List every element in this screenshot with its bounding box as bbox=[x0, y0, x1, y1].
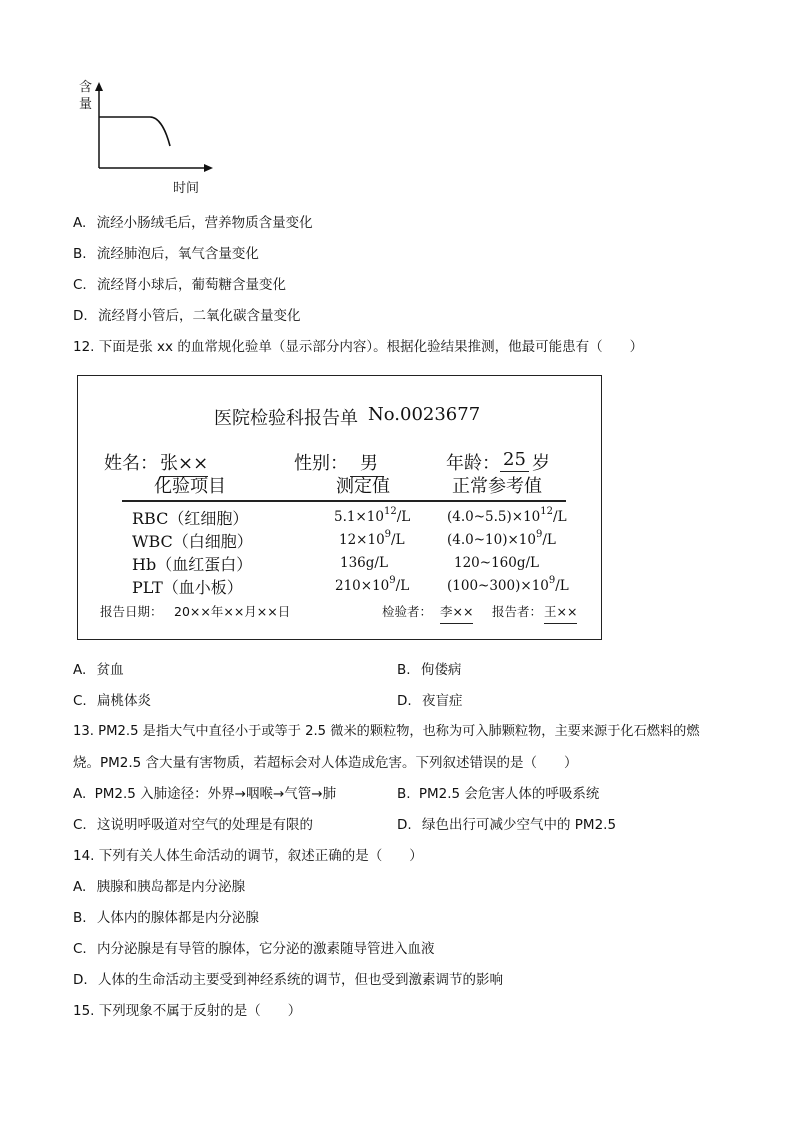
q12-option-d[interactable] bbox=[397, 691, 462, 711]
header-divider bbox=[122, 500, 566, 502]
row-value: $210\times 10^9/L$ bbox=[335, 575, 410, 594]
q15-stem: 15. 下列现象不属于反射的是（ ） bbox=[73, 1003, 302, 1019]
q13-option-c[interactable] bbox=[73, 815, 313, 835]
option-text: 这说明呼吸道对空气的处理是有限的 bbox=[97, 817, 314, 833]
q13-option-a[interactable] bbox=[73, 784, 336, 804]
option-text: 内分泌腺是有导管的腺体，它分泌的激素随导管进入血液 bbox=[97, 941, 435, 957]
inspector-value: 李×× bbox=[440, 602, 473, 624]
sex-value: 男 bbox=[350, 449, 384, 477]
option-key: B. bbox=[397, 662, 411, 678]
option-key: C. bbox=[73, 941, 87, 957]
q14-option-c[interactable] bbox=[73, 939, 435, 959]
option-text: 夜盲症 bbox=[421, 693, 463, 709]
reporter-label: 报告者： bbox=[492, 604, 543, 619]
graph-y-label-1: 含 bbox=[79, 80, 93, 95]
option-key: D. bbox=[397, 693, 412, 709]
q12-stem: 12. 下面是张 xx 的血常规化验单（显示部分内容）。根据化验结果推测，他最可能患有（ ） bbox=[73, 339, 644, 355]
q13-stem-line2: 烧。PM2.5 含大量有害物质，若超标会对人体造成危害。下列叙述错误的是（ ） bbox=[73, 755, 578, 771]
option-key: D. bbox=[73, 972, 88, 988]
option-key: C. bbox=[73, 693, 87, 709]
option-key: B. bbox=[73, 246, 87, 262]
option-key: D. bbox=[73, 308, 88, 324]
q12-option-c[interactable] bbox=[73, 691, 151, 711]
graph-curve bbox=[99, 117, 170, 146]
q12-option-b[interactable] bbox=[397, 660, 461, 680]
option-text: 人体内的腺体都是内分泌腺 bbox=[96, 910, 259, 926]
lab-report-card bbox=[77, 375, 602, 640]
name-label: 姓名： bbox=[104, 453, 158, 474]
graph-x-arrow bbox=[204, 164, 213, 172]
option-text: 胰腺和胰岛都是内分泌腺 bbox=[96, 879, 246, 895]
option-key: A. bbox=[73, 215, 87, 231]
option-text: 扁桃体炎 bbox=[97, 693, 152, 709]
option-key: C. bbox=[73, 817, 87, 833]
row-item: PLT（血小板） bbox=[132, 578, 243, 597]
col-header-ref: 正常参考值 bbox=[452, 476, 542, 497]
q14-option-b[interactable] bbox=[73, 908, 259, 928]
row-value: 136g/L bbox=[340, 555, 388, 571]
option-key: A. bbox=[73, 879, 87, 895]
col-header-item: 化验项目 bbox=[154, 476, 226, 497]
row-item: WBC（白细胞） bbox=[132, 532, 253, 551]
option-key: D. bbox=[397, 817, 412, 833]
row-item: Hb（血红蛋白） bbox=[132, 555, 253, 574]
inspector-label: 检验者： bbox=[382, 604, 433, 619]
option-text: PM2.5 会危害人体的呼吸系统 bbox=[418, 786, 600, 802]
q14-stem: 14. 下列有关人体生命活动的调节，叙述正确的是（ ） bbox=[73, 848, 423, 864]
option-text: 佝偻病 bbox=[420, 662, 462, 678]
report-date-label: 报告日期： bbox=[100, 604, 163, 619]
q13-stem-line1: 13. PM2.5 是指大气中直径小于或等于 2.5 微米的颗粒物，也称为可入肺颗粒物，主要来源于化石燃料的燃 bbox=[73, 724, 700, 739]
row-ref: $(4.0\sim 5.5)\times 10^{12}/L$ bbox=[447, 506, 567, 525]
age-value: 25 bbox=[500, 449, 529, 472]
report-date-value: 20××年××月××日 bbox=[174, 604, 291, 619]
option-key: A. bbox=[73, 662, 87, 678]
content-curve-graph bbox=[88, 80, 218, 175]
option-text: 贫血 bbox=[96, 662, 124, 678]
option-text: 流经肾小管后，二氧化碳含量变化 bbox=[97, 308, 301, 324]
q11-option-b[interactable] bbox=[73, 244, 259, 264]
col-header-value: 测定值 bbox=[336, 476, 390, 497]
q11-option-d[interactable] bbox=[73, 306, 300, 326]
option-key: A. bbox=[73, 786, 87, 802]
q13-option-d[interactable] bbox=[397, 815, 616, 835]
row-ref: $(100\sim 300)\times 10^9/L$ bbox=[447, 575, 569, 594]
age-label: 年龄： bbox=[446, 453, 500, 474]
option-text: 绿色出行可减少空气中的 PM2.5 bbox=[421, 817, 617, 833]
q13-option-b[interactable] bbox=[397, 784, 599, 804]
name-value: 张×× bbox=[160, 449, 208, 477]
option-text: 流经肾小球后，葡萄糖含量变化 bbox=[97, 277, 287, 293]
option-key: B. bbox=[397, 786, 411, 802]
row-value: $5.1\times 10^{12}/L$ bbox=[334, 506, 411, 525]
graph-x-label: 时间 bbox=[173, 181, 200, 196]
report-number: No.0023677 bbox=[368, 404, 481, 425]
option-text: 人体的生命活动主要受到神经系统的调节，但也受到激素调节的影响 bbox=[97, 972, 503, 988]
graph-y-arrow bbox=[95, 82, 103, 91]
option-key: C. bbox=[73, 277, 87, 293]
reporter-value: 王×× bbox=[544, 602, 577, 624]
q14-option-d[interactable] bbox=[73, 970, 503, 990]
row-item: RBC（红细胞） bbox=[132, 509, 249, 528]
age-unit: 岁 bbox=[532, 453, 550, 474]
option-text: 流经肺泡后，氧气含量变化 bbox=[96, 246, 259, 262]
q11-option-a[interactable] bbox=[73, 213, 313, 233]
row-ref: $(4.0\sim 10)\times 10^9/L$ bbox=[447, 529, 556, 548]
q11-option-c[interactable] bbox=[73, 275, 286, 295]
row-value: $12\times 10^9/L$ bbox=[339, 529, 405, 548]
graph-y-label-2: 量 bbox=[79, 97, 93, 112]
option-text: PM2.5 入肺途径：外界→咽喉→气管→肺 bbox=[94, 786, 337, 802]
sex-label: 性别： bbox=[294, 453, 348, 474]
row-ref: 120~160g/L bbox=[454, 555, 540, 571]
option-key: B. bbox=[73, 910, 87, 926]
report-title: 医院检验科报告单 bbox=[214, 408, 358, 429]
q14-option-a[interactable] bbox=[73, 877, 245, 897]
option-text: 流经小肠绒毛后，营养物质含量变化 bbox=[96, 215, 313, 231]
q12-option-a[interactable] bbox=[73, 660, 124, 680]
